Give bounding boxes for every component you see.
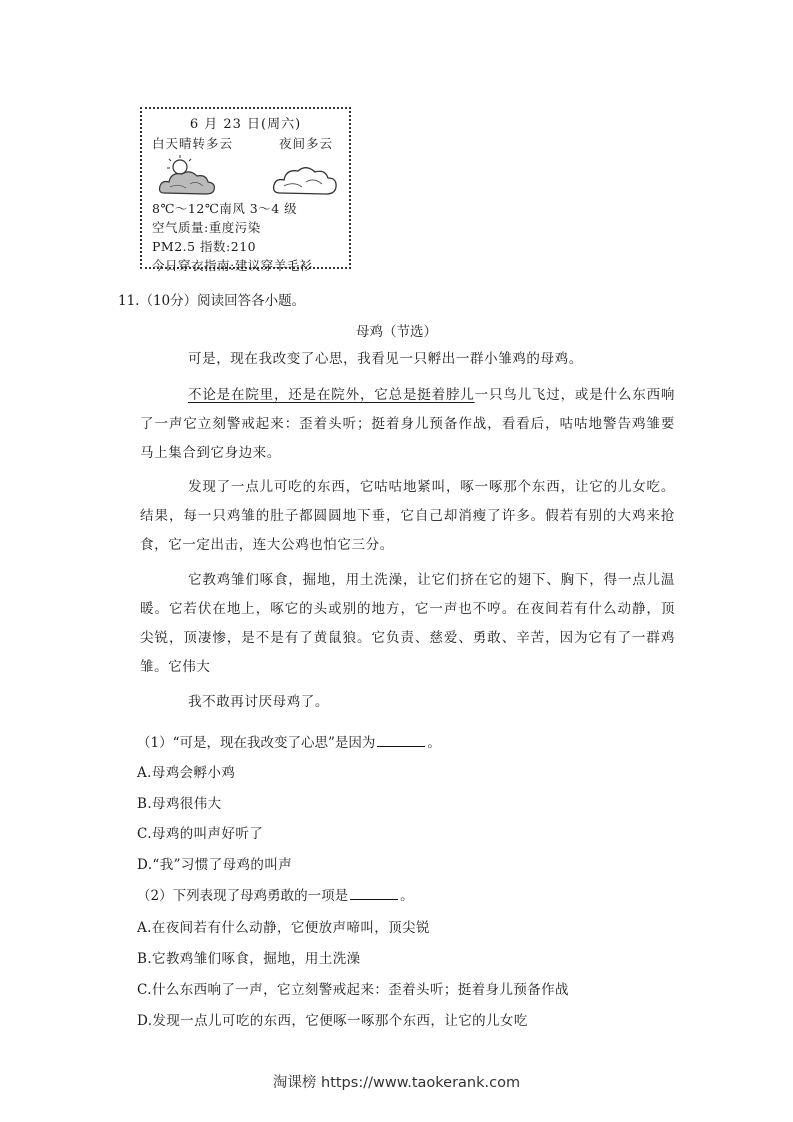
sub1-option-b[interactable]: B.母鸡很伟大 [137, 796, 222, 812]
footer-watermark: 淘课榜 https://www.taokerank.com [272, 1075, 521, 1091]
passage-paragraph-2 [140, 381, 675, 468]
answer-blank-2[interactable] [350, 887, 398, 900]
sub2-option-d[interactable]: D.发现一点儿可吃的东西，它便啄一啄那个东西，让它的儿女吃 [137, 1013, 528, 1029]
passage-paragraph-5: 我不敢再讨厌母鸡了。 [188, 694, 329, 710]
weather-forecast-row [152, 134, 339, 153]
sub2-option-b[interactable]: B.它教鸡雏们啄食，掘地，用土洗澡 [137, 951, 361, 967]
answer-blank-1[interactable] [377, 734, 425, 747]
sub-question-2-end: 。 [400, 888, 414, 904]
underlined-sentence: 不论是在院里，还是在院外，它总是挺着脖儿 [188, 387, 475, 403]
passage-title: 母鸡（节选） [356, 324, 437, 340]
sub-question-1 [137, 731, 441, 751]
passage-paragraph-1: 可是，现在我改变了心思，我看见一只孵出一群小雏鸡的母鸡。 [188, 351, 583, 367]
question-header: 11.（10分）阅读回答各小题。 [118, 293, 306, 309]
weather-pm25: PM2.5 指数:210 [152, 239, 257, 254]
weather-day: 白天晴转多云 [152, 136, 234, 151]
sub1-option-a[interactable]: A.母鸡会孵小鸡 [137, 765, 236, 781]
weather-date: 6 月 23 日(周六) [189, 117, 302, 132]
sub2-option-c[interactable]: C.什么东西响了一声，它立刻警戒起来：歪着头听；挺着身儿预备作战 [137, 982, 569, 998]
sub-question-2 [137, 884, 414, 904]
weather-air-quality: 空气质量:重度污染 [152, 220, 261, 235]
passage-paragraph-4: 它教鸡雏们啄食，掘地，用土洗澡，让它们挤在它的翅下、胸下，得一点儿温暖。它若伏在地上，啄它的头或别的地方，它一声也不哼。在夜间若有什么动静，顶尖锐，顶凄惨，是不是有了黄鼠狼。它负责、慈爱、勇敢、辛苦，因为它有了一群鸡雏。它伟大 [140, 572, 675, 675]
sub-question-2-stem: （2）下列表现了母鸡勇敢的一项是 [137, 888, 349, 904]
sub1-option-c[interactable]: C.母鸡的叫声好听了 [137, 826, 264, 842]
passage-paragraph-3: 发现了一点儿可吃的东西，它咕咕地紧叫，啄一啄那个东西，让它的儿女吃。结果，每一只鸡雏的肚子都圆圆地下垂，它自己却消瘦了许多。假若有别的大鸡来抢食，它一定出击，连大公鸡也怕它三分。 [140, 479, 675, 553]
sub1-option-d[interactable]: D.“我”习惯了母鸡的叫声 [137, 857, 293, 873]
sub-question-1-end: 。 [427, 735, 441, 751]
sub2-option-a[interactable]: A.在夜间若有什么动静，它便放声啼叫，顶尖锐 [137, 920, 430, 936]
weather-clothing: 今日穿衣指南:建议穿羊毛衫 [152, 258, 313, 273]
weather-temp-wind: 8℃～12℃南风 3～4 级 [152, 201, 298, 216]
sub-question-1-stem: （1）“可是，现在我改变了心思”是因为 [137, 735, 376, 751]
sun-cloud-icon [156, 153, 236, 199]
weather-card [140, 107, 351, 273]
weather-night: 夜间多云 [278, 136, 333, 151]
weather-icons [152, 153, 339, 199]
paragraph-2-text: 一只鸟儿飞过，或是什么东西响了一声它立刻警戒起来：歪着头听；挺着身儿预备作战，看看后，咕咕地警告鸡雏要马上集合到它身边来。 [140, 387, 676, 461]
cloud-icon [270, 153, 350, 199]
